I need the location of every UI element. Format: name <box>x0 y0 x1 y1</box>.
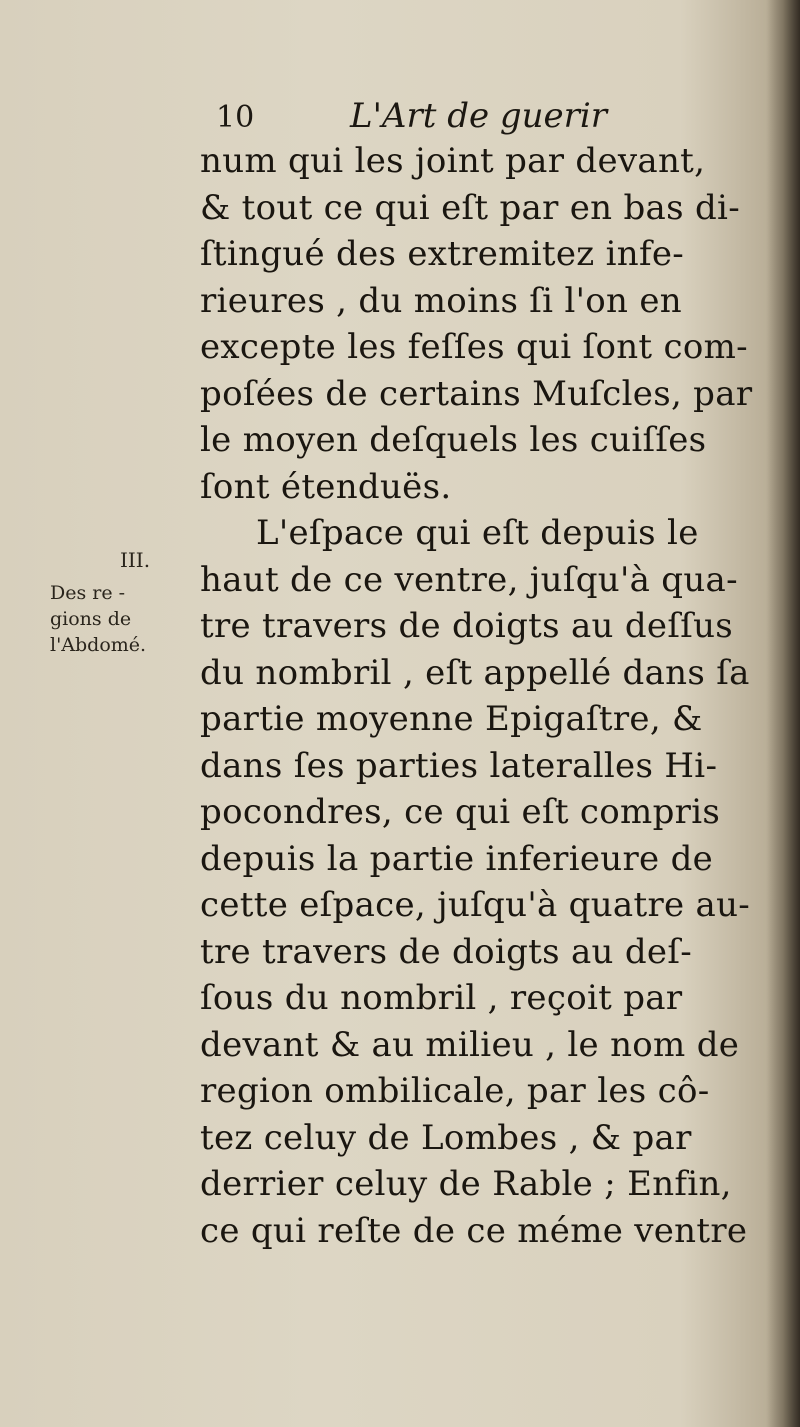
page-header <box>210 96 770 140</box>
text-line: devant & au milieu , le nom de <box>200 1024 740 1065</box>
text-line: ſtingué des extremitez infe- <box>200 234 685 274</box>
text-line: le moyen deſquels les cuiſſes <box>200 420 707 460</box>
margin-note-number: III. <box>120 548 151 572</box>
text-line: excepte les feſſes qui ſont com- <box>200 327 748 367</box>
text-line: & tout ce qui eſt par en bas di- <box>200 187 741 228</box>
text-line: tre travers de doigts au deſſus <box>200 606 734 646</box>
text-line: ſous du nombril , reçoit par <box>200 978 683 1018</box>
margin-note-line: gions de <box>50 608 132 630</box>
page-number: 10 <box>216 100 255 135</box>
text-line: L'eſpace qui eſt depuis le <box>256 513 699 553</box>
text-line: poſées de certains Muſcles, par <box>200 373 753 414</box>
text-line: derrier celuy de Rable ; Enfin, <box>200 1164 732 1204</box>
text-line: cette eſpace, juſqu'à quatre au- <box>200 885 751 925</box>
text-line: pocondres, ce qui eſt compris <box>200 792 721 832</box>
text-line: haut de ce ventre, juſqu'à qua- <box>200 559 738 600</box>
text-line: region ombilicale, par les cô- <box>200 1071 710 1111</box>
text-line: ſont étenduës. <box>200 466 452 507</box>
margin-note-line: Des re - <box>50 582 126 604</box>
text-line: tre travers de doigts au deſ- <box>200 931 692 972</box>
margin-note-line: l'Abdomé. <box>50 634 147 656</box>
text-line: ce qui reſte de ce méme ventre <box>200 1210 748 1251</box>
text-line: dans ſes parties lateralles Hi- <box>200 745 718 786</box>
text-line: du nombril , eſt appellé dans ſa <box>200 652 750 693</box>
text-line: num qui les joint par devant, <box>200 141 706 181</box>
text-line: tez celuy de Lombes , & par <box>200 1117 692 1158</box>
body-text <box>200 138 770 1254</box>
text-line: partie moyenne Epigaſtre, & <box>200 699 703 739</box>
text-line: rieures , du moins ſi l'on en <box>200 280 682 321</box>
running-title: L'Art de guerir <box>350 96 608 136</box>
page-gutter-shadow <box>766 0 800 1427</box>
text-line: depuis la partie inferieure de <box>200 838 714 879</box>
